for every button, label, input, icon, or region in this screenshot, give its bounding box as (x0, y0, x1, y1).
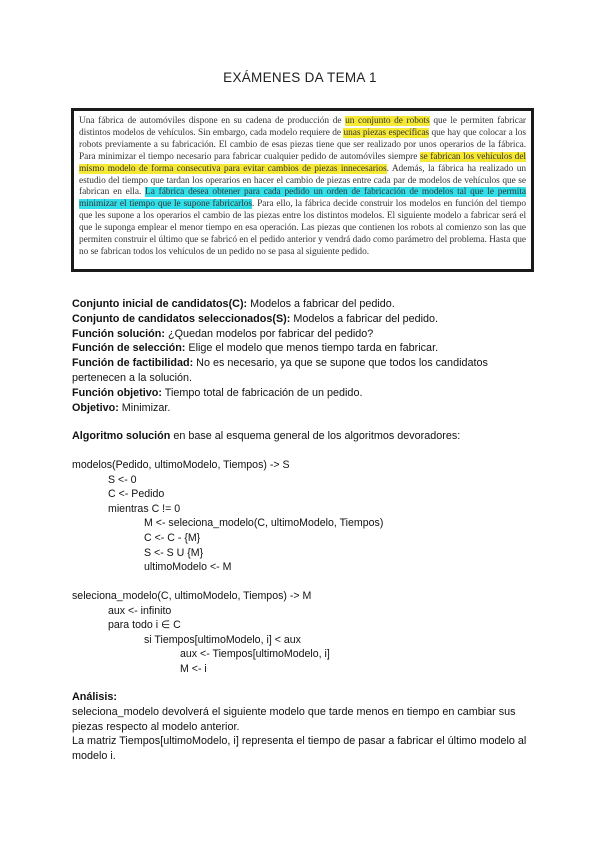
problem-text-part: . Además, la fábrica ha realizado un estudio del tiempo que tardan los operarios en hacer el cambio de piezas entre cada par de modelos de vehículos que se fabrican en ella. (79, 163, 527, 198)
algorithm-label: Algoritmo solución (72, 430, 171, 442)
highlight-yellow: se fabrican los vehículos del mismo modelo de forma consecutiva para evitar cambios de piezas innecesarios (79, 151, 526, 174)
code-line: M <- seleciona_modelo(C, ultimoModelo, Tiempos) (144, 517, 384, 530)
code-line: aux <- Tiempos[ultimoModelo, i] (180, 648, 330, 661)
definition-item (72, 341, 542, 356)
problem-statement-text (79, 116, 526, 259)
code-line: S <- S U {M} (144, 546, 204, 559)
definition-label: Función de factibilidad: (72, 357, 194, 370)
analysis-line: La matriz Tiempos[ultimoModelo, i] representa el tiempo de pasar a fabricar el último modelo al modelo i. (72, 735, 527, 763)
definition-text: Minimizar. (118, 401, 171, 414)
analysis-label: Análisis: (72, 691, 118, 703)
highlight-yellow: un conjunto de robots (345, 116, 430, 126)
problem-text-part: que le permiten fabricar distintos modelos de vehículos. Sin embargo, cada modelo requiere de (79, 116, 527, 138)
code-line: para todo i ∈ C (108, 619, 181, 632)
highlight-yellow: unas piezas específicas (343, 127, 430, 138)
definitions-list (72, 297, 542, 415)
definition-label: Función objetivo: (72, 386, 162, 399)
definition-label: Objetivo: (72, 401, 119, 414)
analysis-section (72, 690, 542, 764)
definition-text: No es necesario, ya que se supone que todos los candidatos pertenecen a la solución. (72, 357, 488, 384)
problem-text-part: . Para ello, la fábrica decide construir los modelos en función del tiempo que les supone a los operarios el cambio de las piezas entre los distintos modelos. El siguiente modelo a fabricar será el que le suponga emplear el menor tiempo en esa operación. Las piezas que contienen los robots al comienzo son las que permiten construir el último que se fabricó en el pedido anterior y vendrá dado como parámetro del problema. Hasta que no se fabrican todos los vehículos de un pedido no se pasa al siguiente pedido. (79, 199, 526, 257)
definition-item (72, 297, 542, 312)
code-block-modelos (72, 458, 552, 575)
definition-text: Elige el modelo que menos tiempo tarda en fabricar. (185, 342, 439, 355)
definition-item (72, 386, 542, 401)
code-line: C <- C - {M} (144, 531, 201, 544)
code-line: modelos(Pedido, ultimoModelo, Tiempos) -> S (72, 459, 290, 471)
definition-item (72, 312, 542, 327)
highlight-cyan: La fábrica desea obtener para cada pedido un orden de fabricación de modelos tal que le permita minimizar el tiempo que le supone fabricarlos (79, 187, 527, 210)
definition-text: ¿Quedan modelos por fabricar del pedido? (164, 327, 374, 340)
code-line: M <- i (180, 662, 207, 675)
problem-statement-image (71, 108, 534, 272)
algorithm-text: en base al esquema general de los algoritmos devoradores: (170, 430, 461, 442)
definition-text: Tiempo total de fabricación de un pedido. (161, 386, 363, 399)
definition-text: Modelos a fabricar del pedido. (290, 312, 439, 325)
definition-text: Modelos a fabricar del pedido. (247, 298, 395, 310)
code-line: ultimoModelo <- M (144, 561, 232, 574)
code-line: C <- Pedido (108, 488, 165, 501)
problem-text-part: Una fábrica de automóviles dispone en su cadena de producción de (79, 116, 346, 126)
code-line: S <- 0 (108, 473, 137, 486)
code-line: mientras C != 0 (108, 502, 181, 515)
code-line: aux <- infinito (108, 604, 172, 617)
definition-label: Conjunto inicial de candidatos(C): (72, 298, 248, 310)
definition-item (72, 356, 542, 386)
code-block-seleciona-modelo (72, 589, 552, 677)
definition-label: Función de selección: (72, 342, 186, 355)
code-line: seleciona_modelo(C, ultimoModelo, Tiempos) -> M (72, 590, 312, 602)
problem-text-part: que hay que colocar a los robots previamente a su fabricación. El cambio de esas piezas tiene que ser realizado por unos operarios de la fábrica. Para minimizar el tiempo necesario para fabricar cualquier pedido de automóviles siempre (79, 127, 526, 162)
definition-item (72, 401, 542, 416)
algorithm-heading (72, 429, 542, 443)
definition-item (72, 327, 542, 342)
code-line: si Tiempos[ultimoModelo, i] < aux (144, 633, 301, 646)
definition-label: Conjunto de candidatos seleccionados(S): (72, 312, 291, 325)
definition-label: Función solución: (72, 327, 165, 340)
analysis-line: seleciona_modelo devolverá el siguiente modelo que tarde menos en tiempo en cambiar sus piezas respecto al modelo anterior. (72, 705, 516, 733)
page-title: EXÁMENES DA TEMA 1 (223, 70, 377, 85)
